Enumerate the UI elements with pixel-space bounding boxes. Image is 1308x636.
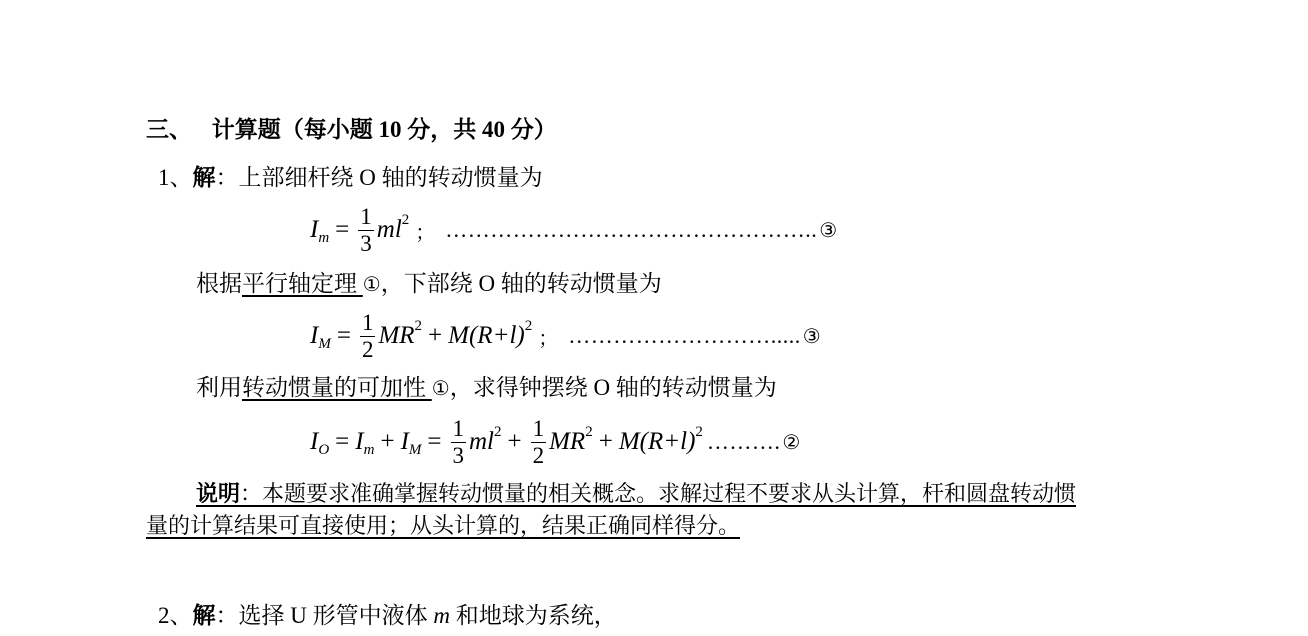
q1-number: 1、 — [158, 165, 193, 190]
eq3-b-sub: M — [408, 441, 422, 458]
equation-2 — [310, 306, 821, 366]
eq3-t2: MR — [549, 428, 586, 455]
q1-line1: 上部细杆绕 O 轴的转动惯量为 — [238, 165, 543, 190]
eq3-a-sub: m — [363, 441, 375, 458]
eq2-den: 2 — [361, 336, 374, 362]
eq3-lhs: I — [310, 428, 319, 455]
eq1-fraction — [358, 204, 374, 257]
note-line-2 — [146, 510, 740, 542]
eq3-plus: + — [380, 428, 395, 455]
eq2-score-mark: ③ — [802, 324, 821, 348]
eq3-a: I — [355, 428, 364, 455]
note-line-1 — [196, 478, 1186, 510]
eq3-equals: = — [335, 428, 350, 455]
eq3-equals-2: = — [427, 428, 442, 455]
eq1-lhs: I — [310, 216, 319, 243]
eq2-term-sup: 2 — [414, 317, 423, 334]
equation-3 — [310, 412, 800, 472]
eq3-lhs-sub: O — [318, 441, 330, 458]
additivity-of-inertia: 转动惯量的可加性 — [242, 375, 432, 400]
eq2-lhs-sub: M — [318, 335, 331, 352]
q1-intro-line — [158, 164, 543, 192]
eq1-term: ml — [376, 216, 402, 243]
line2-pre: 根据 — [196, 271, 242, 296]
eq3-plus-3: + — [598, 428, 613, 455]
line2-post: ，下部绕 O 轴的转动惯量为 — [380, 271, 662, 296]
q1-line2 — [196, 270, 662, 298]
eq3-t3: M(R+l) — [618, 428, 696, 455]
eq2-term2: M(R+l) — [448, 322, 525, 349]
eq1-term-sup: 2 — [401, 211, 410, 228]
q2-text-pre: 选择 U 形管中液体 — [238, 603, 434, 628]
eq3-t1-sup: 2 — [494, 423, 502, 440]
eq3-t1: ml — [469, 428, 494, 455]
eq3-fraction-2 — [531, 416, 547, 469]
eq3-den1: 3 — [452, 442, 464, 468]
note-text-2: 量的计算结果可直接使用；从头计算的，结果正确同样得分。 — [146, 513, 741, 538]
eq3-num1: 1 — [452, 415, 464, 441]
eq2-term2-sup: 2 — [524, 317, 533, 334]
eq3-b: I — [400, 428, 409, 455]
eq1-num: 1 — [360, 203, 372, 229]
eq2-plus: + — [428, 322, 443, 349]
eq3-den2: 2 — [532, 442, 545, 468]
eq3-score-mark: ② — [782, 430, 801, 454]
q2-number: 2、 — [158, 603, 193, 628]
eq3-dots: ………. — [706, 429, 781, 454]
q1-solve-label: 解 — [192, 165, 216, 190]
eq1-score-mark: ③ — [819, 218, 838, 242]
eq2-equals: = — [336, 322, 351, 349]
eq1-semicolon: ； — [415, 221, 436, 244]
eq3-t2-sup: 2 — [585, 423, 593, 440]
eq1-den: 3 — [360, 230, 372, 256]
eq3-num2: 1 — [532, 415, 545, 441]
q1-colon: ： — [215, 165, 239, 190]
eq2-term: MR — [378, 322, 415, 349]
eq1-lhs-sub: m — [318, 229, 330, 246]
eq2-dots: ………………………..... — [568, 323, 801, 348]
eq2-lhs: I — [310, 322, 319, 349]
eq2-fraction — [360, 310, 376, 363]
q2-solve-label: 解 — [192, 603, 216, 628]
parallel-axis-theorem: 平行轴定理 — [242, 271, 363, 296]
section-heading — [146, 116, 557, 144]
q1-line3 — [196, 374, 777, 402]
eq2-num: 1 — [361, 309, 374, 335]
eq1-dots: ………………………………………….. — [445, 217, 818, 242]
line2-score-mark: ① — [362, 272, 381, 296]
section-number: 三、 — [146, 117, 192, 142]
line3-post: ，求得钟摆绕 O 轴的转动惯量为 — [449, 375, 777, 400]
line3-pre: 利用 — [196, 375, 242, 400]
eq2-semicolon: ； — [538, 327, 559, 350]
line3-score-mark: ① — [431, 376, 450, 400]
note-label: 说明 — [196, 481, 241, 506]
eq3-t3-sup: 2 — [695, 423, 703, 440]
q2-intro-line — [158, 602, 617, 630]
eq1-equals: = — [335, 216, 350, 243]
q2-variable: m — [433, 603, 450, 628]
q2-colon: ： — [215, 603, 239, 628]
note-text-1: ：本题要求准确掌握转动惯量的相关概念。求解过程不要求从头计算，杆和圆盘转动惯 — [240, 481, 1077, 506]
eq3-fraction-1 — [451, 416, 467, 469]
q2-text-post: 和地球为系统， — [450, 603, 617, 628]
equation-1 — [310, 200, 837, 260]
eq3-plus-2: + — [507, 428, 522, 455]
section-title: 计算题（每小题 10 分，共 40 分） — [211, 117, 557, 142]
